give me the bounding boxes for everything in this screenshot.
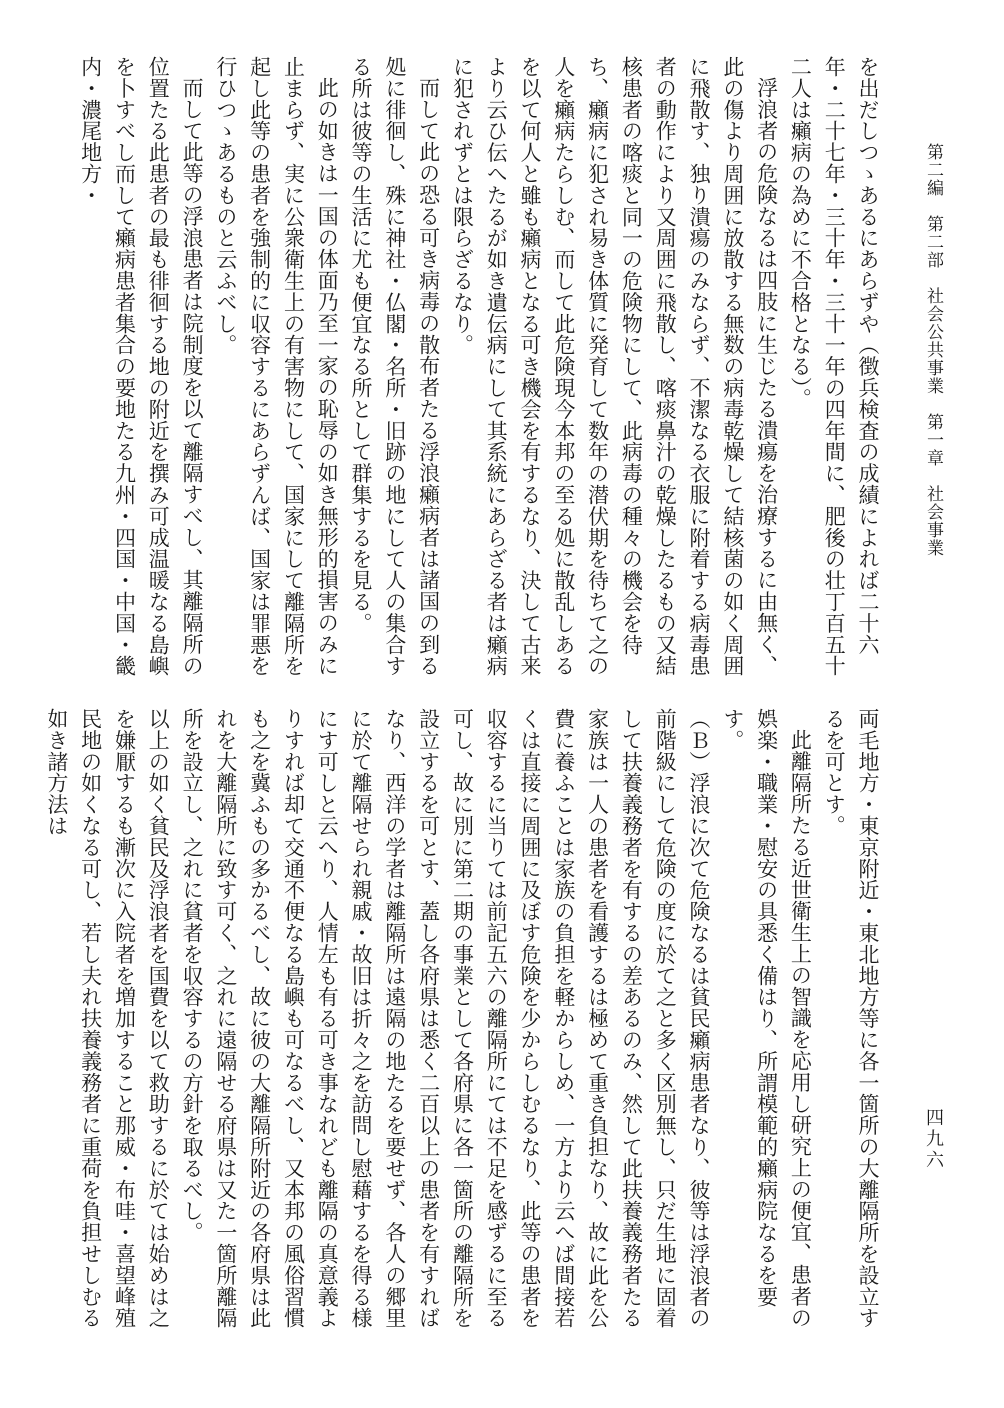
paragraph: を出だしつゝあるにあらずや（徴兵検査の成績によれば二十六年・二十七年・三十年・三十一年の四年間に、肥後の壮丁百五十二人は癩病の為めに不合格となる）。 — [788, 56, 880, 677]
paragraph: 而して此等の浮浪患者は院制度を以て離隔すべし、其離隔所の位置たる此患者の最も徘徊する地の附近を撰み可成温暖なる島嶼を卜すべし而して癩病患者集合の要地たる九州・四国・中国・畿内・濃尾地方・ — [78, 56, 205, 677]
paragraph: 此離隔所たる近世衛生上の智識を応用し研究上の便宜、患者の娯楽・職業・慰安の具悉く備はり、所謂模範的癩病院なるを要す。 — [720, 708, 813, 1329]
page-number: 四九六 — [923, 1108, 944, 1171]
text-column-top — [72, 56, 884, 678]
paragraph: 而して此の恐る可き病毒の散布者たる浮浪癩病者は諸国の到る処に徘徊し、殊に神社・仏閣・名所・旧跡の地にして人の集合する所は彼等の生活に尤も便宜なる所として群集するを見る。 — [349, 56, 441, 677]
paragraph: 浮浪者の危険なるは四肢に生じたる潰瘍を治療するに由無く、此の傷より周囲に放散する無数の病毒乾燥して結核菌の如く周囲に飛散す、独り潰瘍のみならず、不潔なる衣服に附着する病毒患者の動作により又周囲に飛散し、喀痰鼻汁の乾燥したるもの又結核患者の喀痰と同一の危険物にして、此病毒の種々の機会を待ち、癩病に犯され易き体質に発育して数年の潜伏期を待ちて之の人を癩病たらしむ、而して此危険現今本邦の至る処に散乱しあるを以て何人と雖も癩病となる可き機会を有するなり、決して古来より云ひ伝へたるが如き遺伝病にして其系統にあらざる者は癩病に犯されずとは限らざるなり。 — [450, 56, 779, 677]
paragraph: 此の如きは一国の体面乃至一家の恥辱の如き無形的損害のみに止まらず、実に公衆衛生上の有害物にして、国家にして離隔所を起し此等の患者を強制的に収容するにあらずんば、国家は罪悪を行ひつゝあるものと云ふべし。 — [213, 56, 340, 677]
running-head: 第二編 第二部 社会公共事業 第一章 社会事業 — [923, 143, 943, 557]
paragraph: 以上の如く貧民及浮浪者を国費を以て救助するに於ては始めは之を嫌厭するも漸次に入院者を増加すること那威・布哇・喜望峰殖民地の如くなる可し、若し夫れ扶養義務者に重荷を負担せしむる如き諸方法は — [44, 708, 171, 1329]
paragraph: 両毛地方・東京附近・東北地方等に各一箇所の大離隔所を設立するを可とす。 — [822, 708, 880, 1329]
paragraph: （Ｂ）浮浪に次て危険なるは貧民癩病患者なり、彼等は浮浪者の前階級にして危険の度に於て之と多く区別無し、只だ生地に固着して扶養義務者を有するの差あるのみ、然して此扶養義務者たる家族は一人の患者を看護するは極めて重き負担なり、故に此を公費に養ふことは家族の負担を軽からしめ、一方より云へば間接若くは直接に周囲に及ぼす危険を少からしむるなり、此等の患者を収容するに当りては前記五六の離隔所にては不足を感ずるに至る可し、故に別に第二期の事業として各府県に各一箇所の離隔所を設立するを可とす、蓋し各府県は悉く二百以上の患者を有すればなり、西洋の学者は離隔所は遠隔の地たるを要せず、各人の郷里に於て離隔せられ親戚・故旧は折々之を訪問し慰藉するを得る様にす可しと云へり、人情左も有る可き事なれども離隔の真意義よりすれば却て交通不便なる島嶼も可なるべし、又本邦の風俗習慣も之を冀ふもの多かるべし、故に彼の大離隔所附近の各府県は此れを大離隔所に致す可く、之れに遠隔せる府県は又た一箇所離隔所を設立し、之れに貧者を収容するの方針を取るべし。 — [180, 708, 712, 1329]
text-column-bottom — [44, 708, 884, 1348]
